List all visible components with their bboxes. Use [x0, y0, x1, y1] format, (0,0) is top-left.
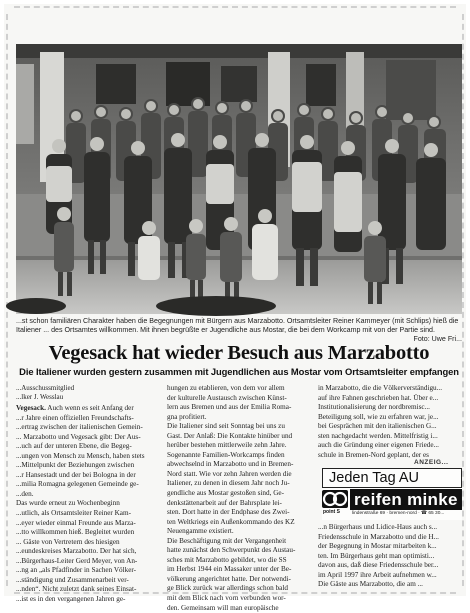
- article-column-1-body: [16, 404, 161, 604]
- article-text-fragment: Auch wenn es seit Anfang der: [45, 404, 134, 412]
- article-column-1: [16, 384, 161, 604]
- article-text-line: völkerung angerichtet hatte. Der notwendi-: [167, 574, 291, 583]
- article-column-3-continued-body: [318, 523, 462, 590]
- article-text-line: ...Mittelpunkt der Beziehungen zwischen: [16, 461, 135, 470]
- ad-logo-text: point S: [323, 509, 340, 515]
- article-text-line: Die Beschäftigung mit der Vergangenheit: [167, 536, 287, 545]
- ad-brand: reifen minke: [350, 489, 462, 510]
- cut-edge-left: [6, 14, 8, 586]
- article-text-line: hatte zunächst den Schwerpunkt des Austau-: [167, 546, 296, 555]
- article-text-line: ...tto willkommen hieß. Begleitet wurden: [16, 528, 135, 537]
- article-text-line: sten. Dort hatte in der Endphase des Zwei-: [167, 508, 290, 517]
- article-text-line: ...uch auf der unteren Ebene, die Begeg-: [16, 442, 132, 451]
- point-s-logo-icon: [322, 490, 348, 508]
- article-text-line: Beteiligung soll, wie zu erfahren war, je...: [318, 412, 439, 421]
- article-text-line: Das wurde erneut zu Wochenbeginn: [16, 499, 120, 508]
- article-text-line: ...ertrag zwischen der italienischen Gemein-: [16, 423, 143, 432]
- ad-slogan: Jeden Tag AU: [322, 468, 462, 488]
- article-text-line: ...eundeskreises Marzabotto. Der hat sich,: [16, 547, 137, 556]
- article-text-line: mit dem Blick nach vorn verbunden wor-: [167, 594, 286, 603]
- article-column-3-body: [318, 384, 462, 460]
- article-text-line: ...r Hansestadt und der bei Bologna in der: [16, 470, 136, 479]
- article-text-line: ...r Jahre einen offiziellen Freundschafts-: [16, 413, 134, 422]
- article-text-line: schule in Bremen-Nord geplant, der es: [318, 450, 429, 459]
- article-text-line: ...ungen von Mensch zu Mensch, haben stets: [16, 451, 145, 460]
- article-text-line: ten. Im Bürgerhaus geht man optimisti...: [318, 551, 435, 560]
- photo-caption: [16, 317, 462, 344]
- article-text-line: ...nden“. Nicht zuletzt dank seines Einsat-: [16, 585, 137, 594]
- article-text-line: ten Weltkriegs ein Außenkommando des KZ: [167, 517, 295, 526]
- article-text-line: abwechselnd in Marzabotto und in Bremen-: [167, 460, 294, 469]
- article-text-line: ... Marzabotto und Vegesack gibt: Der Aus-: [16, 432, 141, 441]
- article-text-line: in Marzabotto, die die Völkerverständigu...: [318, 384, 443, 392]
- article-text-line: bei Gesprächen mit den italienischen G...: [318, 422, 437, 431]
- article-column-2: [167, 384, 312, 613]
- article-text-line: hungen zu etablieren, von dem vor allem: [167, 384, 285, 392]
- photo-credit: Foto: Uwe Fri...: [413, 335, 462, 343]
- byline-label: ...Ausschussmitglied: [16, 384, 75, 392]
- article-text-line: Sogenannte Familien-Workcamps finden: [167, 450, 285, 459]
- advertisement: [322, 468, 462, 520]
- article-text-line: ...ist es in den vergangenen Jahren ge-: [16, 594, 126, 603]
- article-text-line: ...eyer wieder einmal Freunde aus Marza-: [16, 518, 136, 527]
- article-column-3: [318, 384, 462, 460]
- article-text-line: Die Italiener sind seit Sonntag bei uns zu: [167, 422, 285, 431]
- article-text-line: gna profitiert.: [167, 412, 207, 421]
- article-text-line: Die Gäste aus Marzabotto, die am ...: [318, 580, 423, 589]
- article-text-line: denkstättenarbeit auf der Bahrsplate lei-: [167, 498, 282, 507]
- article-text-line: lern aus Bremen und aus der Emilia Roma-: [167, 403, 292, 412]
- article-text-line: Nord statt. Wie vor zehn Jahren werden die: [167, 469, 292, 478]
- article-text-line: den. Gemeinsam will man europäische: [167, 603, 279, 612]
- article-subheadline: Die Italiener wurden gestern zusammen mit Jugendlichen aus Mostar vom Ortsamtsleiter empfangen: [19, 366, 459, 377]
- article-text-line: sches mit Marzabotto gebildet, wo die SS: [167, 555, 287, 564]
- article-text-line: Institutionalisierung der nordbremisc...: [318, 403, 430, 412]
- group-photo: [16, 44, 462, 314]
- article-text-line: ...utlich, als Ortsamtsleiter Reiner Kam-: [16, 509, 131, 518]
- byline-author: ...lker J. Wesslau: [16, 393, 64, 401]
- article-headline: Vegesack hat wieder Besuch aus Marzabotto: [48, 342, 430, 364]
- article-text-line: Neuengamme existiert.: [167, 527, 234, 536]
- article-text-line: ... Gäste von Vertretern des hiesigen: [16, 537, 120, 546]
- article-text-line: [16, 404, 161, 414]
- article-text-line: gendliche aus Mostar gestoßen sind, Ge-: [167, 489, 284, 498]
- article-text-line: ...ständigung und Zusammenarbeit ver-: [16, 575, 129, 584]
- cut-edge-top: [14, 6, 456, 8]
- article-text-line: ...n Bürgerhaus und Lidice-Haus auch s...: [318, 523, 438, 531]
- article-text-line: herüber bestehen mittlerweile zehn Jahre.: [167, 441, 287, 450]
- group-photo-image: [16, 44, 462, 314]
- ad-label: ANZEIG...: [414, 459, 449, 466]
- article-text-line: Italiener, zu denen in diesem Jahr noch Ju-: [167, 479, 290, 488]
- article-text-line: auf ihre Fahnen geschrieben hat. Über e...: [318, 393, 439, 402]
- article-text-line: ...Bürgerhaus-Leiter Gerd Meyer, von An-: [16, 556, 138, 565]
- article-column-2-body: [167, 384, 312, 613]
- article-text-line: davon aus, daß diese Friedensschule ber...: [318, 561, 439, 570]
- photo-caption-text: ...st schon familiären Charakter haben die Begegnungen mit Bürgern aus Marzabotto. Ortsamtsleiter Reiner Kammeyer (mit Schlips) hieß die Italiener ... des Ortsamtes willkommen. Mit ihnen begrüßte er Jugendliche aus Mostar, die bei dem Workcamp mit von der Partie sind.: [16, 317, 459, 334]
- article-text-line: der Begegnung in Mostar mitarbeiten k...: [318, 542, 437, 551]
- article-text-line: sten nachgedacht werden. Mittelfristig i...: [318, 431, 438, 440]
- newspaper-clipping: [4, 4, 466, 612]
- article-text-line: im April 1997 ihre Arbeit aufnehmen w...: [318, 570, 437, 579]
- article-text-line: ge Blick zurück war allerdings schon bald: [167, 584, 288, 593]
- article-text-line: ...ng an „als Pfadfinder in Sachen Völker-: [16, 566, 137, 575]
- article-text-line: ...den.: [16, 489, 34, 498]
- article-text-line: Gast. Der Anlaß: Die Kontakte hinüber und: [167, 431, 293, 440]
- article-text-line: im Herbst 1944 ein Massaker unter der Be-: [167, 565, 292, 574]
- ad-address: lindenstraße 69 · bremen-nord · ☎ 65 30...: [352, 511, 445, 516]
- article-text-line: Friedensschule in Marzabotto und die H...: [318, 532, 439, 541]
- article-column-3-continued: [318, 523, 462, 590]
- cut-edge-right: [462, 14, 464, 586]
- article-dateline: Vegesack.: [16, 404, 46, 412]
- article-text-line: der kulturelle Austausch zwischen Künst-: [167, 393, 287, 402]
- article-text-line: ...milia Romagna gelegenen Gemeinde ge-: [16, 480, 139, 489]
- article-text-line: auch die Gründung einer eigenen Friede...: [318, 441, 439, 450]
